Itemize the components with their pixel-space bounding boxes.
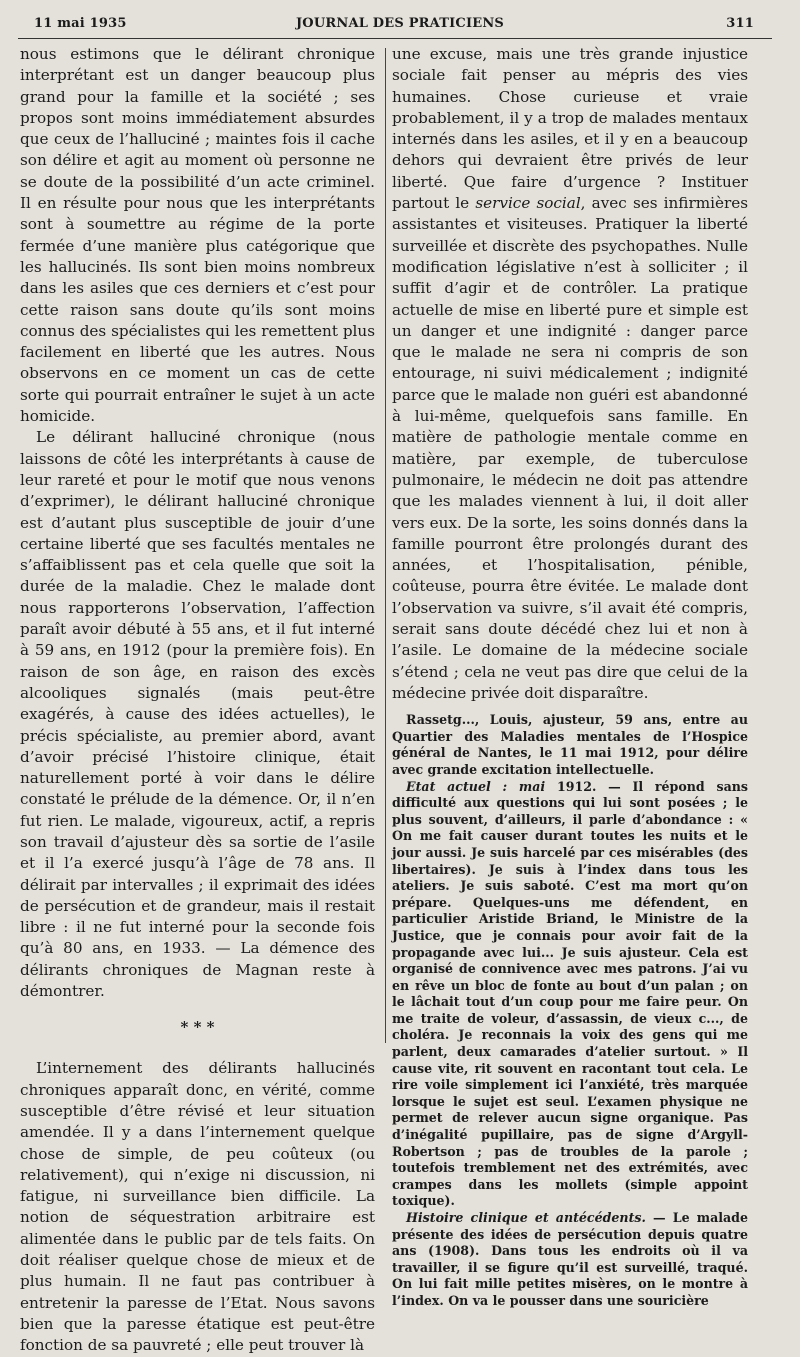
current-state-heading: Etat actuel : mai <box>406 778 546 794</box>
history-heading: Histoire clinique et antécédents. <box>406 1210 646 1226</box>
running-header <box>0 0 800 40</box>
header-date: 11 mai 1935 <box>34 16 127 31</box>
right-paragraph-1-end: , avec ses infirmières assistantes et visiteuses. Pratiquer la liberté surveillée et discrète des psychopathes. Nulle modification législative n’est à solliciter ; il suffit d’agir et de contrôler. La pratique actuelle de mise en liberté pure et simple est un danger et une indignité : danger parce que le malade ne sera ni compris de son entourage, ni suivi médicalement ; indignité parce que le malade non guéri est abandonné à lui-même, quelquefois sans famille. En matière de pathologie mentale comme en matière, par exemple, de tuberculose pulmonaire, le médecin ne doit pas attendre que les malades viennent à lui, il doit aller vers eux. De la sorte, les soins donnés dans la famille pourront être prolongés durant des années, et l’hospitalisation, pénible, coûteuse, pourra être évitée. Le malade dont l’observation va suivre, s’il avait été compris, serait sans doute décédé chez lui et non à l’asile. Le domaine de la médecine sociale s’étend ; cela ne veut pas dire que celui de la médecine privée doit disparaître. <box>392 194 748 702</box>
header-journal-title: JOURNAL DES PRATICIENS <box>295 16 505 31</box>
observation-history <box>392 1210 748 1310</box>
history-text: — Le malade présente des idées de persécution depuis quatre ans (1908). Dans tous les endroits où il va travailler, il se figure qu’il est surveillé, traqué. On lui fait mille petites misères, on le montre à l’index. On va le pousser dans une souricière <box>392 1210 748 1308</box>
observation-intro: Rassetg..., Louis, ajusteur, 59 ans, entre au Quartier des Maladies mentales de l’Hospice général de Nantes, le 11 mai 1912, pour délire avec grande excitation intellectuelle. <box>392 712 748 777</box>
header-rule <box>18 38 772 39</box>
right-column <box>392 44 748 1308</box>
left-paragraph-2: Le délirant halluciné chronique (nous laissons de côté les interprétants à cause de leur rareté et pour le motif que nous venons d’exprimer), le délirant halluciné chronique est d’autant plus susceptible de jouir d’une certaine liberté que ses facultés mentales ne s’affaiblissent pas et cela quelle que soit la durée de la maladie. Chez le malade dont nous rapporterons l’observation, l’affection paraît avoir débuté à 55 ans, et il fut interné à 59 ans, en 1912 (pour la première fois). En raison de son âge, en raison des excès alcooliques signalés (mais peut-être exagérés, à cause des idées actuelles), le précis spécialiste, au premier abord, avant d’avoir précisé l’histoire clinique, était naturellement porté à voir dans le délire constaté le prélude de la démence. Or, il n’en fut rien. Le malade, vigoureux, actif, a repris son travail d’ajusteur dès sa sortie de l’asile et il l’a exercé jusqu’à l’âge de 78 ans. Il délirait par intervalles ; il exprimait des idées de persécution et de grandeur, mais il restait libre : il ne fut interné pour la seconde fois qu’à 80 ans, en 1933. — La démence des délirants chroniques de Magnan reste à démontrer. <box>20 428 375 1001</box>
left-paragraph-1: nous estimons que le délirant chronique interprétant est un danger beaucoup plus grand pour la famille et la société ; ses propos sont moins immédiatement absurdes que ceux de l’halluciné ; maintes fois il cache son délire et agit au moment où personne ne se doute de la possibilité d’un acte criminel. Il en résulte pour nous que les interprétants sont à soumettre au régime de la porte fermée d’une manière plus catégorique que les hallucinés. Ils sont bien moins nombreux dans les asiles que ces derniers et c’est pour cette raison sans doute qu’ils sont moins connus des spécialistes qui les remettent plus facilement en liberté que les autres. Nous observons en ce moment un cas de cette sorte qui pourrait entraîner le sujet à un acte homicide. <box>20 45 375 426</box>
right-paragraph-1-start: une excuse, mais une très grande injustice sociale fait penser au mépris des vies humaines. Chose curieuse et vraie probablement, il y a trop de malades mentaux internés dans les asiles, et il y en a beaucoup dehors qui devraient être privés de leur liberté. Que faire d’urgence ? Instituer partout le <box>392 45 748 213</box>
case-observation <box>392 712 748 1309</box>
observation-current-state <box>392 779 748 1210</box>
service-social-term: service social <box>475 194 581 213</box>
right-paragraph-1 <box>392 44 748 704</box>
left-column <box>20 44 375 1355</box>
section-separator-stars: * * * <box>180 1018 215 1037</box>
header-page-number: 311 <box>726 16 754 31</box>
left-paragraph-3: L’internement des délirants hallucinés chroniques apparaît donc, en vérité, comme susceptible d’être révisé et leur situation amendée. Il y a dans l’internement quelque chose de simple, de peu coûteux (ou relativement), qui n’exige ni discussion, ni fatigue, ni surveillance bien difficile. La notion de séquestration arbitraire est alimentée dans le public par de tels faits. On doit réaliser quelque chose de mieux et de plus humain. Il ne faut pas contribuer à entretenir la paresse de l’Etat. Nous savons bien que la paresse étatique est peut-être fonction de sa pauvreté ; elle peut trouver là <box>20 1059 375 1355</box>
current-state-text: 1912. — Il répond sans difficulté aux questions qui lui sont posées ; le plus souvent, d’ailleurs, il parle d’abondance : « On me fait causer durant toutes les nuits et le jour aussi. Je suis harcelé par ces misérables (des libertaires). Je suis à l’index dans tous les ateliers. Je suis saboté. C’est ma mort qu’on prépare. Quelques-uns me défendent, en particulier Aristide Briand, le Ministre de la Justice, que je connais pour avoir fait de la propagande avec lui... Je suis ajusteur. Cela est organisé de connivence avec mes patrons. J’ai vu en rêve un bloc de fonte au bout d’un palan ; on le lâchait tout d’un coup pour me faire peur. On me traite de voleur, d’assassin, de vieux c..., de choléra. Je reconnais la voix des gens qui me parlent, deux camarades d’atelier surtout. » Il cause vite, rit souvent en racontant tout cela. Le rire voile simplement ici l’anxiété, très marquée lorsque le sujet est seul. L’examen physique ne permet de relever aucun signe organique. Pas d’inégalité pupillaire, pas de signe d’Argyll-Robertson ; pas de troubles de la parole ; toutefois tremblement net des extrémités, avec crampes dans les mollets (simple appoint toxique). <box>392 778 748 1209</box>
column-divider <box>385 48 386 1043</box>
